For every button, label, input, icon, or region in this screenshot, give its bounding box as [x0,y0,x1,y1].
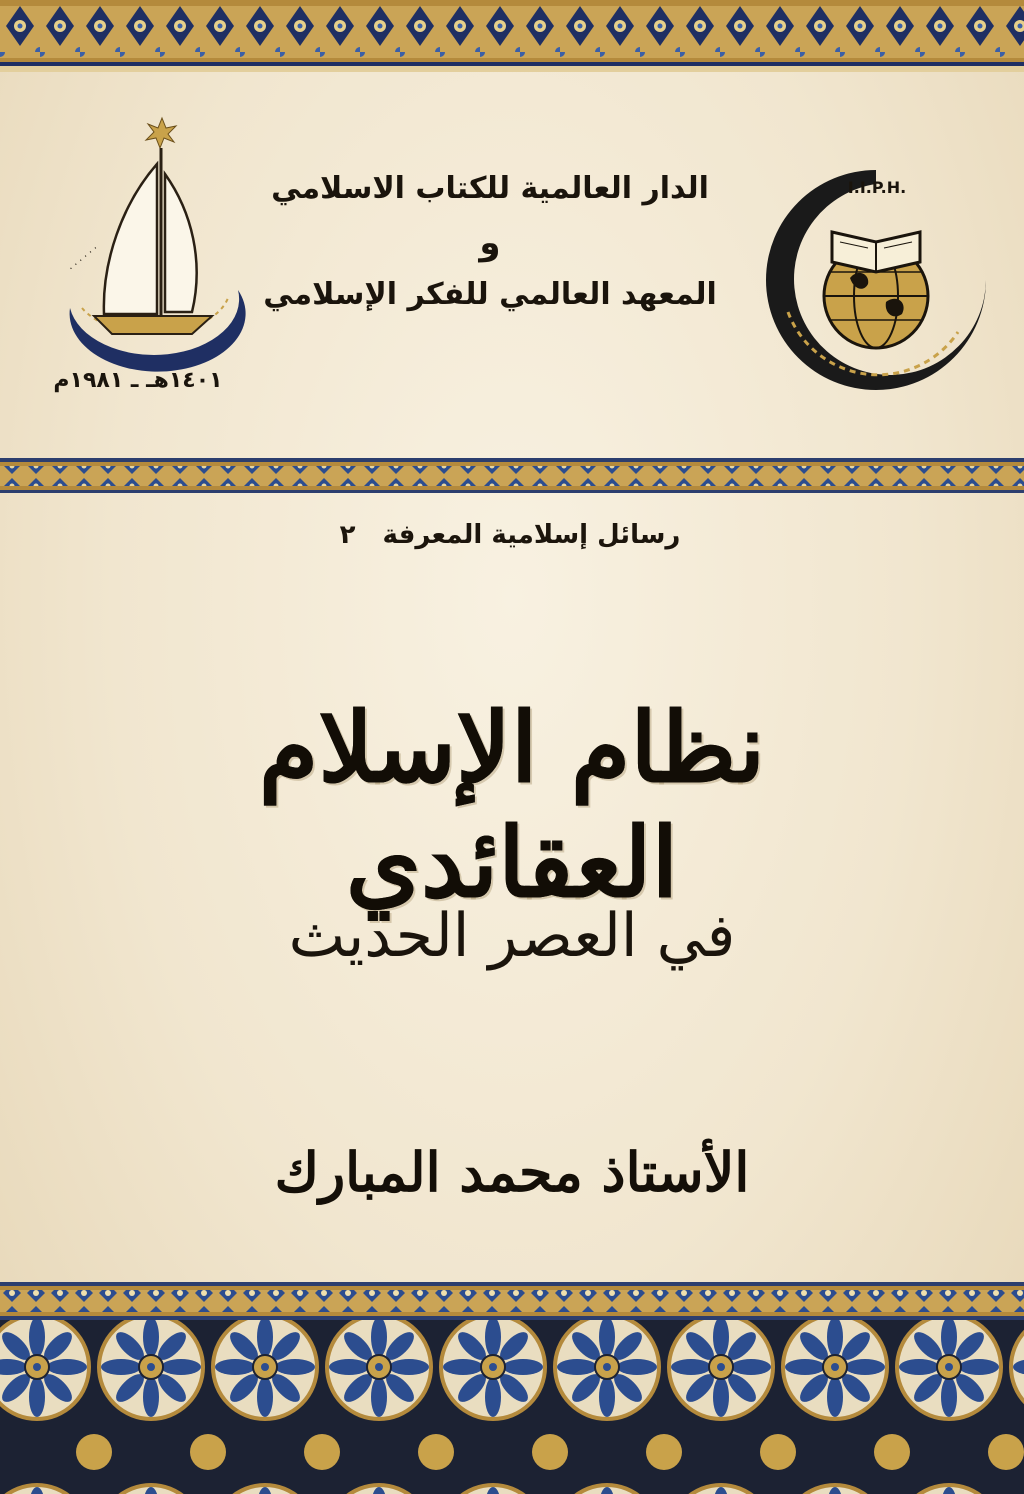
arabesque-divider-icon [0,456,1024,496]
publisher-block [250,170,730,328]
crescent-globe-book-icon [758,162,994,398]
publisher-name-2: المعهد العالمي للفكر الإسلامي [263,277,717,312]
book-title: نظام الإسلام العقائدي [258,691,766,920]
series-line [300,520,720,550]
book-subtitle: في العصر الحديث [288,901,736,971]
rosette-border-icon [0,1282,1024,1494]
sailboat-crescent-logo [42,112,252,412]
left-logo-date: ١٤٠١هـ ـ ١٩٨١م [53,368,223,393]
middle-ornamental-divider [0,456,1024,496]
sailboat-crescent-icon [42,112,252,372]
book-author: الأستاذ محمد المبارك [274,1140,750,1204]
crescent-globe-book-logo [758,162,994,398]
bottom-ornamental-border [0,1282,1024,1494]
publisher-name-1: الدار العالمية للكتاب الاسلامي [271,171,709,206]
top-ornamental-border [0,0,1024,72]
svg-text:· · · · · ·: · · · · · · [66,243,101,275]
arabesque-border-icon [0,0,1024,72]
right-logo-caption: I.I.P.H. [847,178,907,197]
series-label: رسائل إسلامية المعرفة [382,520,681,550]
publisher-conjunction: و [479,222,501,263]
series-number: ٢ [339,520,356,550]
